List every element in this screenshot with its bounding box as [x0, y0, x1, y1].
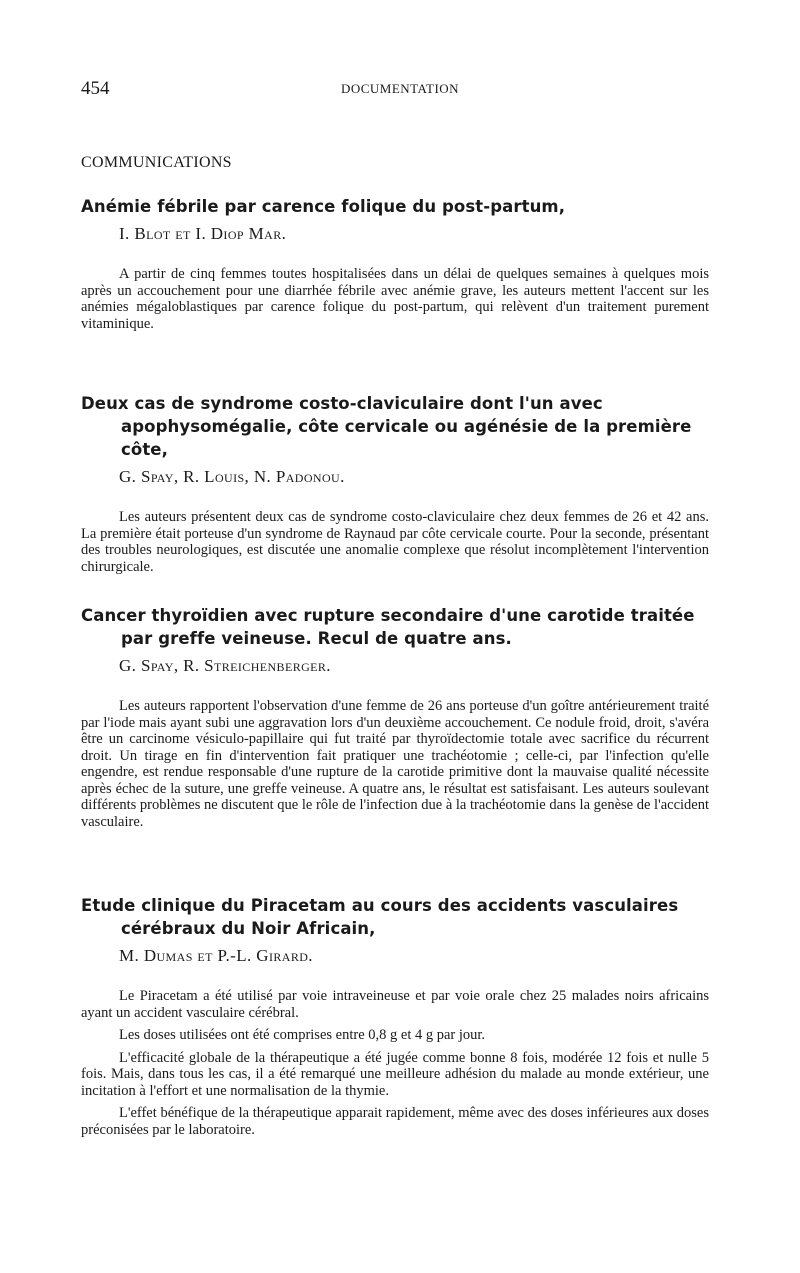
abstract-paragraph: Le Piracetam a été utilisé par voie intraveineuse et par voie orale chez 25 malades noirs africains ayant un accident vasculaire cérébral.: [81, 988, 709, 1021]
article-1: [81, 195, 709, 338]
article-title: Deux cas de syndrome costo-claviculaire dont l'un avec apophysomégalie, côte cervicale ou agénésie de la première côte,: [81, 394, 692, 459]
article-abstract: [81, 988, 709, 1138]
article-title: Anémie fébrile par carence folique du post-partum,: [81, 197, 566, 216]
article-4: [81, 894, 709, 1144]
abstract-paragraph: A partir de cinq femmes toutes hospitalisées dans un délai de quelques semaines à quelques mois après un accouchement pour une diarrhée fébrile avec anémie grave, les auteurs mettent l'accent sur les anémies mégaloblastiques par carence folique du post-partum, qui relèvent d'un traitement purement vitaminique.: [81, 266, 709, 332]
article-title: Cancer thyroïdien avec rupture secondaire d'une carotide traitée par greffe veineuse. Recul de quatre ans.: [81, 606, 695, 648]
abstract-paragraph: Les doses utilisées ont été comprises entre 0,8 g et 4 g par jour.: [119, 1027, 486, 1043]
article-abstract: [81, 266, 709, 332]
article-abstract: [81, 509, 709, 575]
abstract-paragraph: L'effet bénéfique de la thérapeutique apparait rapidement, même avec des doses inférieures aux doses préconisées par le laboratoire.: [81, 1105, 709, 1138]
article-2: [81, 392, 709, 581]
article-title: Etude clinique du Piracetam au cours des accidents vasculaires cérébraux du Noir Africain,: [81, 896, 679, 938]
abstract-paragraph: Les auteurs présentent deux cas de syndrome costo-claviculaire chez deux femmes de 26 et 42 ans. La première était porteuse d'un syndrome de Raynaud par côte cervicale courte. Pour la seconde, présentant des troubles neurologiques, est discutée une anomalie complexe que résolut incomplètement l'intervention chirurgicale.: [81, 509, 709, 575]
article-abstract: [81, 698, 709, 830]
section-label: COMMUNICATIONS: [81, 154, 232, 171]
abstract-paragraph: L'efficacité globale de la thérapeutique a été jugée comme bonne 8 fois, modérée 12 fois et nulle 5 fois. Mais, dans tous les cas, il a été remarqué une meilleure adhésion du malade au monde extérieur, une incitation à l'effort et une normalisation de la thymie.: [81, 1049, 709, 1099]
article-authors: G. Spay, R. Louis, N. Padonou.: [119, 467, 345, 486]
article-authors: G. Spay, R. Streichenberger.: [119, 656, 331, 675]
article-authors: M. Dumas et P.-L. Girard.: [119, 946, 313, 965]
abstract-paragraph: Les auteurs rapportent l'observation d'une femme de 26 ans porteuse d'un goître antérieurement traité par l'iode mais ayant subi une aggravation lors d'un deuxième accouchement. Ce nodule froid, droit, s'avéra être un carcinome vésiculo-papillaire qui fut traité par thyroïdectomie totale avec sacrifice du récurrent droit. Un tirage en fin d'intervention fait pratiquer une trachéotomie ; celle-ci, par l'infection qu'elle engendre, est rendue responsable d'une rupture de la carotide primitive dont la mauvaise qualité nécessite après échec de la suture, une greffe veineuse. A quatre ans, le résultat est satisfaisant. Les auteurs soulevant différents problèmes ne discutent que le rôle de l'infection due à la trachéotomie dans la genèse de l'accident vasculaire.: [81, 698, 709, 830]
article-authors: I. Blot et I. Diop Mar.: [119, 224, 287, 243]
page-number: 454: [81, 78, 110, 99]
article-3: [81, 604, 709, 836]
running-head: DOCUMENTATION: [340, 81, 460, 96]
